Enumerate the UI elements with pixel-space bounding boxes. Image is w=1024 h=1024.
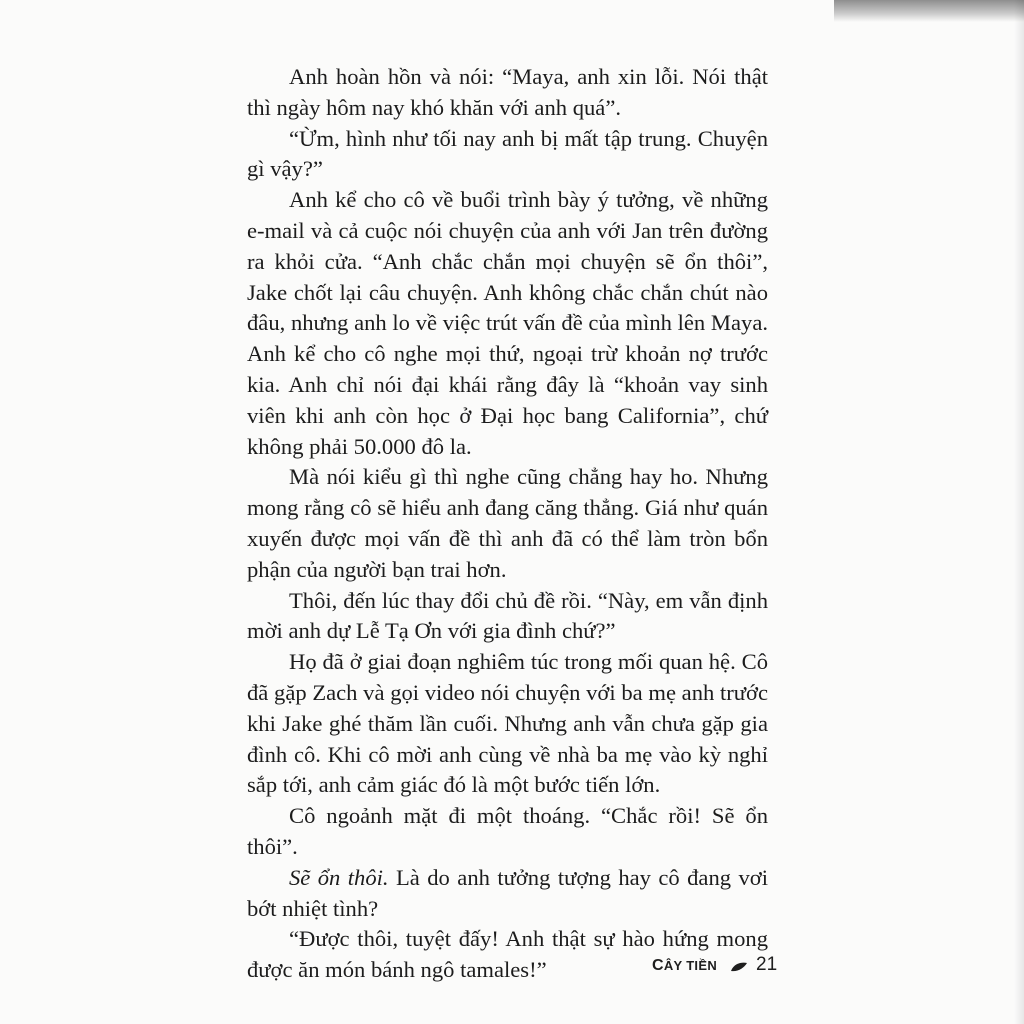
paragraph: Thôi, đến lúc thay đổi chủ đề rồi. “Này, em vẫn định mời anh dự Lễ Tạ Ơn với gia đình chứ?”	[247, 587, 768, 644]
page-number: 21	[756, 954, 778, 975]
body-text	[247, 62, 768, 986]
paragraph-with-italic	[247, 863, 768, 925]
paragraph: “Được thôi, tuyệt đấy! Anh thật sự hào hứng mong được ăn món bánh ngô tamales!”	[247, 926, 768, 983]
paragraph: Cô ngoảnh mặt đi một thoáng. “Chắc rồi! Sẽ ổn thôi”.	[247, 803, 768, 859]
page-corner-shadow	[834, 0, 1024, 22]
paragraph: Anh kể cho cô về buổi trình bày ý tưởng, về những e-mail và cả cuộc nói chuyện của anh với Jan trên đường ra khỏi cửa. “Anh chắc chắn mọi chuyện sẽ ổn thôi”, Jake chốt lại câu chuyện. Anh không chắc chắn chút nào đâu, nhưng anh lo về việc trút vấn đề của mình lên Maya. Anh kể cho cô nghe mọi thứ, ngoại trừ khoản nợ trước kia. Anh chỉ nói đại khái rằng đây là “khoản vay sinh viên khi anh còn học ở Đại học bang California”, chứ không phải 50.000 đô la.	[247, 187, 768, 459]
paragraph: “Ừm, hình như tối nay anh bị mất tập trung. Chuyện gì vậy?”	[247, 125, 768, 182]
paragraph: Họ đã ở giai đoạn nghiêm túc trong mối quan hệ. Cô đã gặp Zach và gọi video nói chuyện với ba mẹ anh trước khi Jake ghé thăm lần cuối. Nhưng anh vẫn chưa gặp gia đình cô. Khi cô mời anh cùng về nhà ba mẹ vào kỳ nghỉ sắp tới, anh cảm giác đó là một bước tiến lớn.	[247, 649, 768, 798]
paragraph-rest: Là do anh tưởng tượng hay cô đang vơi bớt nhiệt tình?	[247, 864, 768, 921]
italic-phrase: Sẽ ổn thôi.	[289, 864, 389, 890]
page-footer	[0, 953, 1024, 983]
leaf-icon	[730, 962, 748, 972]
paragraph: Anh hoàn hồn và nói: “Maya, anh xin lỗi. Nói thật thì ngày hôm nay khó khăn với anh quá”.	[247, 64, 768, 120]
running-title	[652, 957, 717, 975]
running-title-cap: C	[652, 957, 664, 974]
running-title-rest: ÂY TIỀN	[663, 958, 718, 973]
paragraph: Mà nói kiểu gì thì nghe cũng chẳng hay ho. Nhưng mong rằng cô sẽ hiểu anh đang căng thẳng. Giá như quán xuyến được mọi vấn đề thì anh đã có thể làm tròn bổn phận của người bạn trai hơn.	[247, 464, 768, 582]
page-edge-shadow	[1014, 0, 1024, 1024]
